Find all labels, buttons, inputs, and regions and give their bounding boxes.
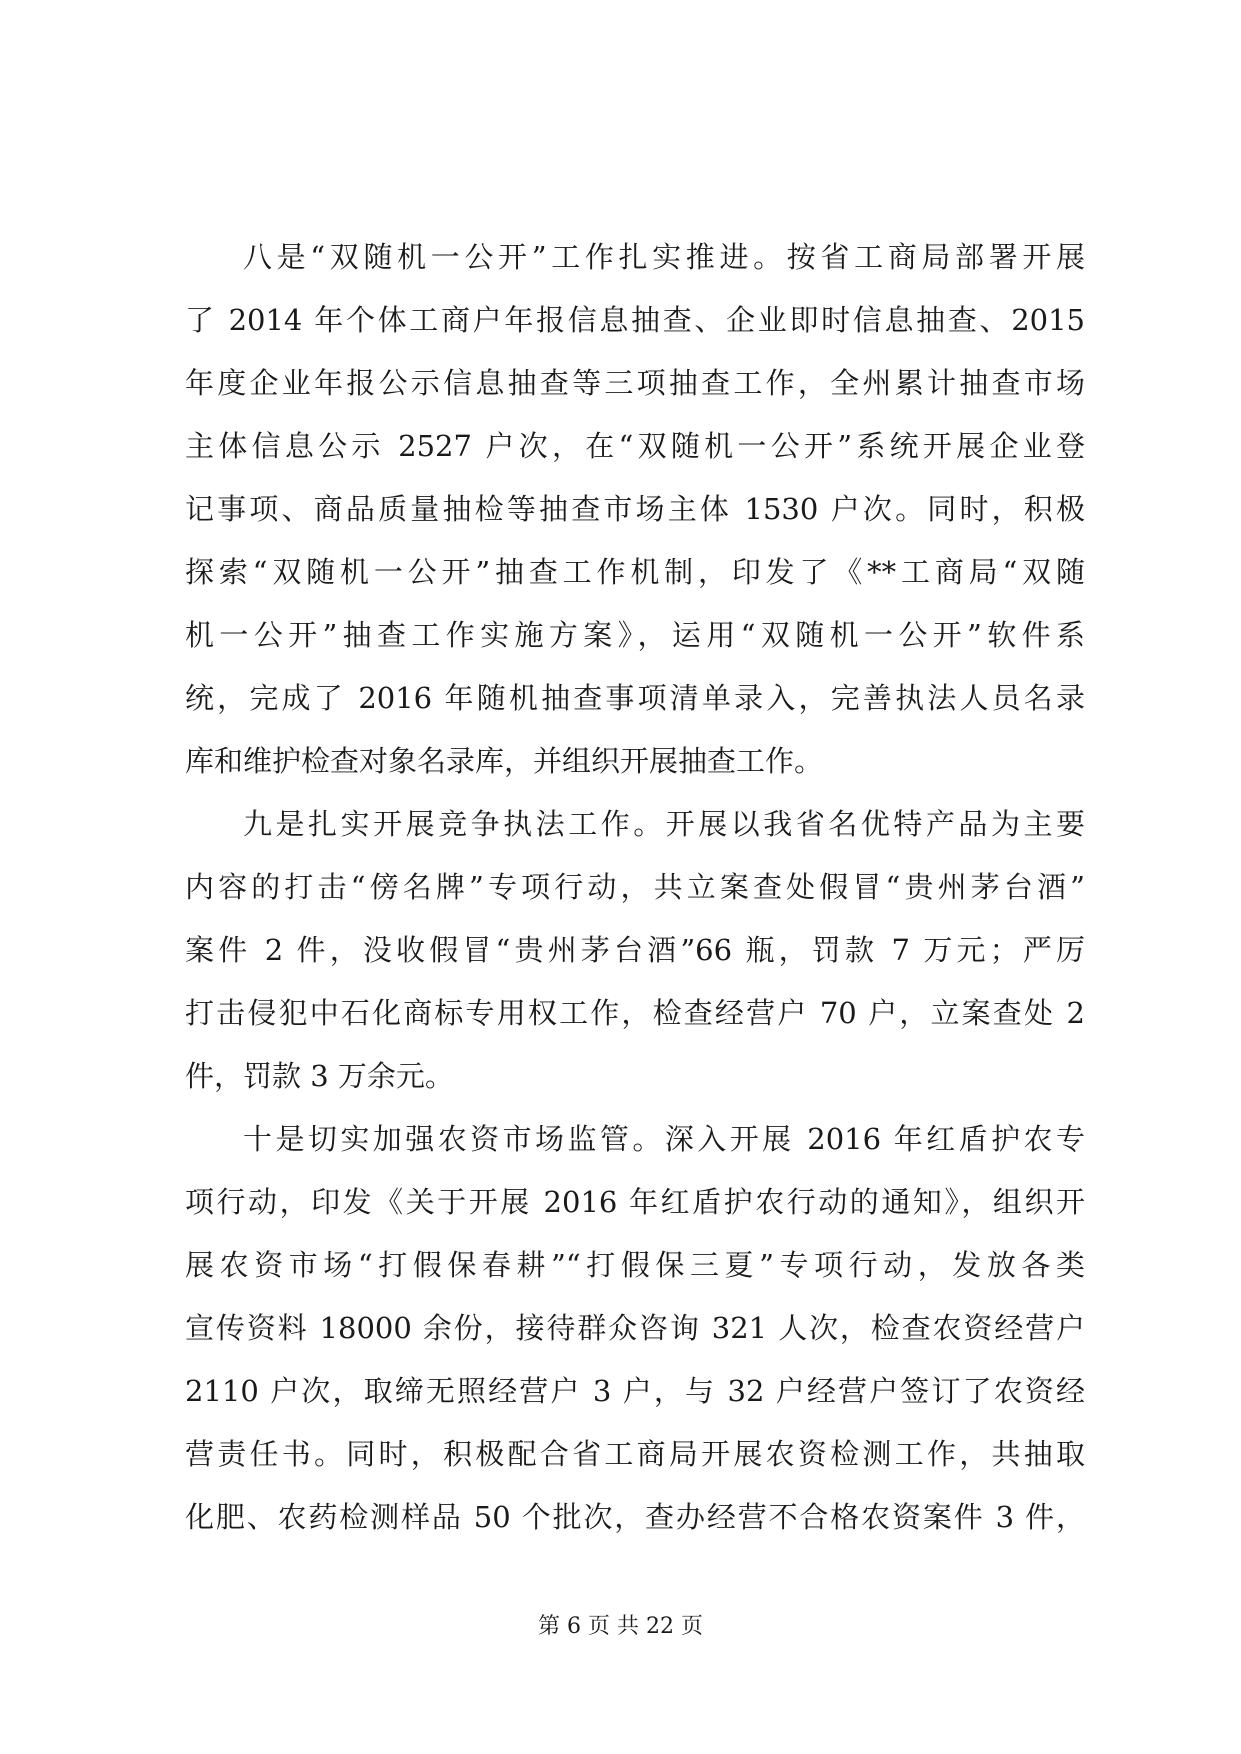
paragraph-8-line-9: 库和维护检查对象名录库，并组织开展抽查工作。 bbox=[185, 744, 824, 778]
paragraph-8-line-8: 统，完成了 2016 年随机抽查事项清单录入，完善执法人员名录 bbox=[185, 681, 1085, 715]
paragraph-8-line-3: 年度企业年报公示信息抽查等三项抽查工作，全州累计抽查市场 bbox=[185, 366, 1085, 400]
paragraph-10-line-4: 宣传资料 18000 余份，接待群众咨询 321 人次，检查农资经营户 bbox=[185, 1311, 1085, 1345]
paragraph-9-line-2: 内容的打击“傍名牌”专项行动，共立案查处假冒“贵州茅台酒” bbox=[185, 870, 1085, 904]
paragraph-8-line-6: 探索“双随机一公开”抽查工作机制，印发了《**工商局“双随 bbox=[185, 555, 1085, 589]
paragraph-8-line-5: 记事项、商品质量抽检等抽查市场主体 1530 户次。同时，积极 bbox=[185, 492, 1085, 526]
paragraph-8-line-1: 八是“双随机一公开”工作扎实推进。按省工商局部署开展 bbox=[243, 240, 1085, 274]
paragraph-10-line-3: 展农资市场“打假保春耕”“打假保三夏”专项行动，发放各类 bbox=[185, 1248, 1085, 1282]
paragraph-8-line-2: 了 2014 年个体工商户年报信息抽查、企业即时信息抽查、2015 bbox=[185, 303, 1085, 337]
paragraph-10-line-2: 项行动，印发《关于开展 2016 年红盾护农行动的通知》，组织开 bbox=[185, 1185, 1085, 1219]
paragraph-10-line-6: 营责任书。同时，积极配合省工商局开展农资检测工作，共抽取 bbox=[185, 1437, 1085, 1471]
paragraph-9-line-3: 案件 2 件，没收假冒“贵州茅台酒”66 瓶，罚款 7 万元；严厉 bbox=[185, 933, 1085, 967]
document-body bbox=[185, 226, 1085, 1549]
paragraph-9-line-1: 九是扎实开展竞争执法工作。开展以我省名优特产品为主要 bbox=[243, 807, 1085, 841]
paragraph-8-line-7: 机一公开”抽查工作实施方案》，运用“双随机一公开”软件系 bbox=[185, 618, 1085, 652]
page-number-footer: 第 6 页 共 22 页 bbox=[538, 1614, 703, 1639]
paragraph-10-line-7: 化肥、农药检测样品 50 个批次，查办经营不合格农资案件 3 件， bbox=[185, 1500, 1085, 1534]
paragraph-9-line-5: 件，罚款 3 万余元。 bbox=[185, 1059, 454, 1093]
paragraph-10-line-1: 十是切实加强农资市场监管。深入开展 2016 年红盾护农专 bbox=[243, 1122, 1085, 1156]
paragraph-10-line-5: 2110 户次，取缔无照经营户 3 户，与 32 户经营户签订了农资经 bbox=[185, 1374, 1085, 1408]
paragraph-9-line-4: 打击侵犯中石化商标专用权工作，检查经营户 70 户，立案查处 2 bbox=[185, 996, 1085, 1030]
paragraph-8-line-4: 主体信息公示 2527 户次，在“双随机一公开”系统开展企业登 bbox=[185, 429, 1085, 463]
